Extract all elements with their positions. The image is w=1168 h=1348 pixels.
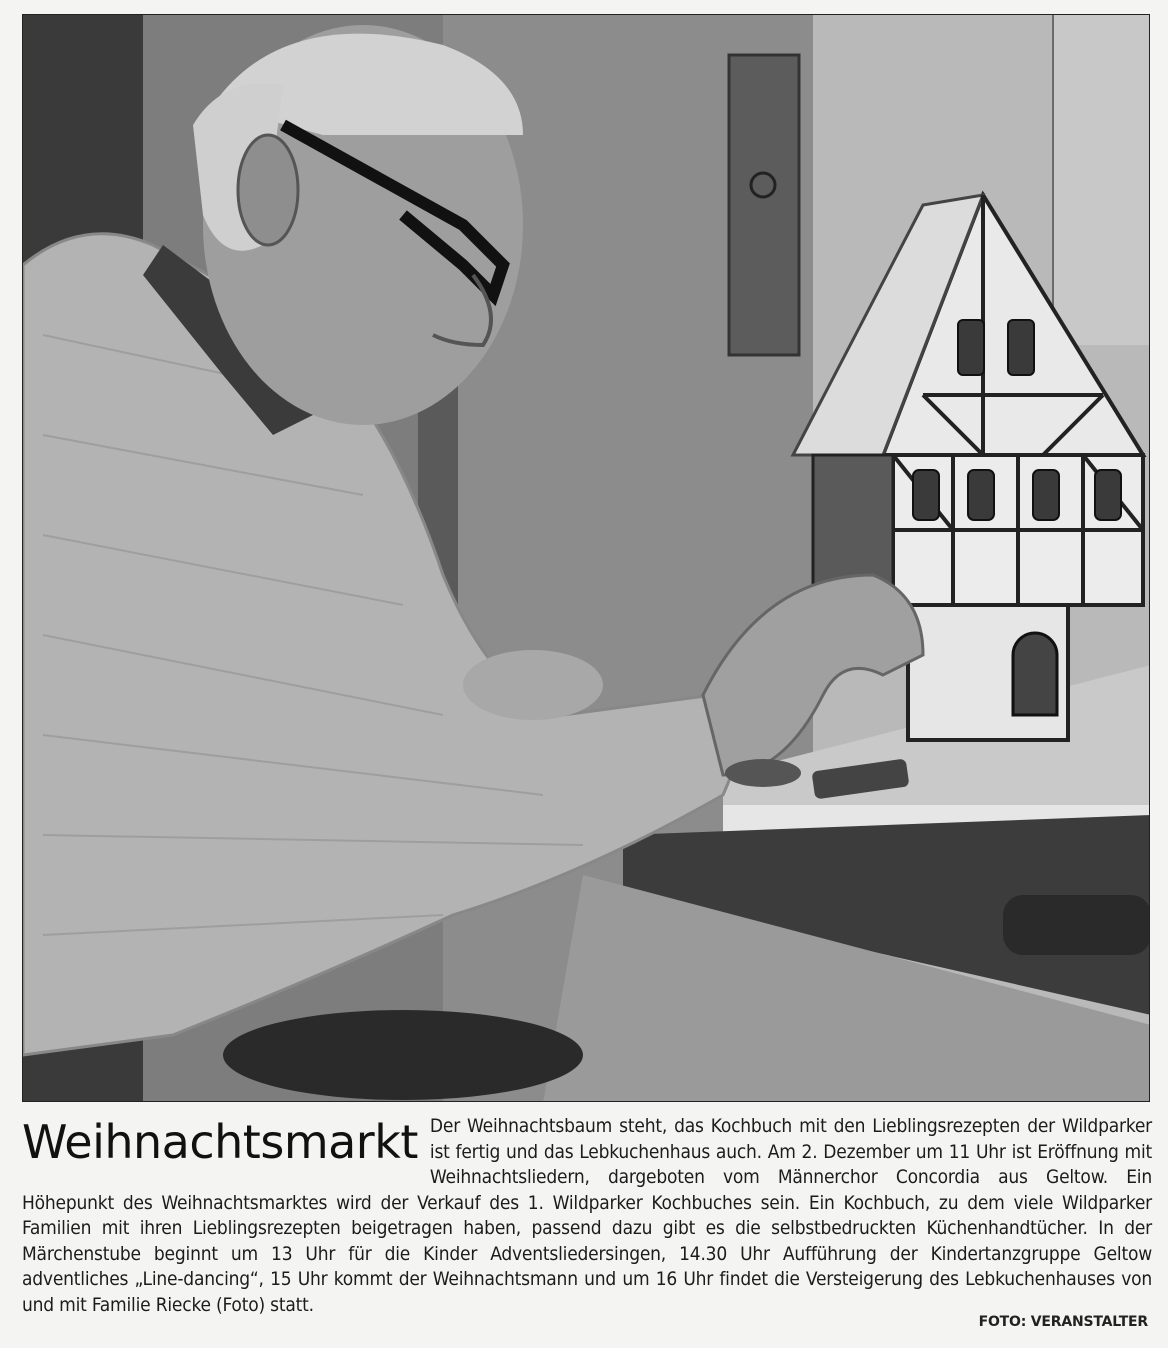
article-body (22, 1114, 1152, 1318)
article-headline: Weihnachtsmarkt (22, 1115, 418, 1169)
photo-credit: FOTO: VERANSTALTER (978, 1314, 1148, 1330)
news-photo (22, 14, 1150, 1102)
article-text-block (22, 1112, 1152, 1338)
article-body-text: Der Weihnachtsbaum steht, das Kochbuch mit den Lieblingsrezepten der Wildparker ist fertig und das Lebkuchenhaus auch. Am 2. Dezember um 11 Uhr ist Eröffnung mit Weihnachtsliedern, dargeboten vom Männerchor Concordia aus Geltow. Ein Höhepunkt des Weihnachtsmarktes wird der Verkauf des 1. Wildparker Kochbuches sein. Ein Kochbuch, zu dem viele Wildparker Familien mit ihren Lieblingsrezepten beigetragen haben, passend dazu gibt es die selbstbedruckten Küchenhandtücher. In der Märchenstube beginnt um 13 Uhr für die Kinder Adventsliedersingen, 14.30 Uhr Aufführung der Kindertanzgruppe Geltow adventliches „Line-dancing“, 15 Uhr kommt der Weihnachtsmann und um 16 Uhr findet die Versteigerung des Lebkuchenhauses von und mit Familie Riecke (Foto) statt. (22, 1115, 1152, 1316)
